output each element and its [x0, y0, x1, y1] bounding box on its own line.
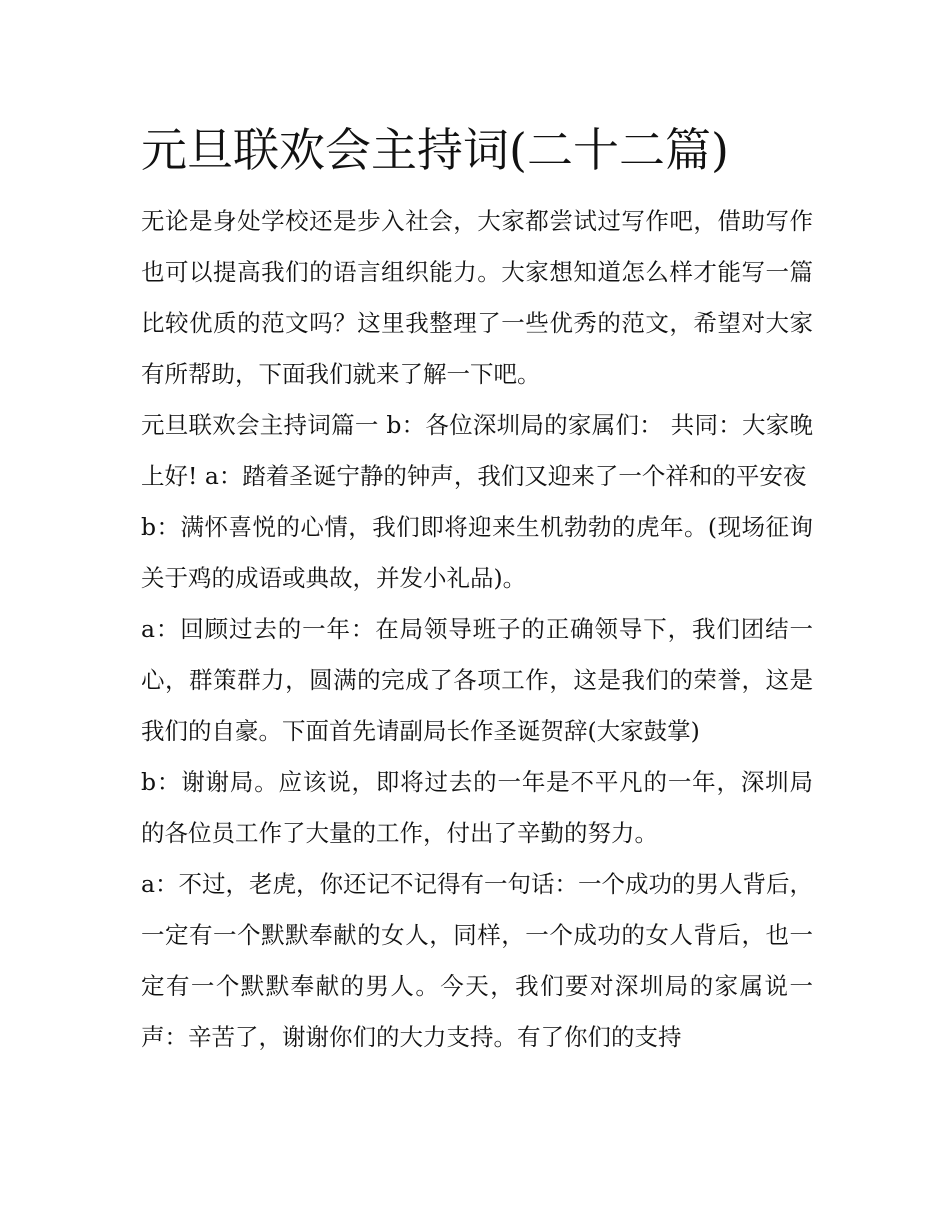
body-paragraph: b：谢谢局。应该说，即将过去的一年是不平凡的一年，深圳局的各位员工作了大量的工作，付出了辛勤的努力。 — [141, 768, 813, 847]
body-paragraph: a：回顾过去的一年：在局领导班子的正确领导下，我们团结一心，群策群力，圆满的完成了各项工作，这是我们的荣誉，这是我们的自豪。下面首先请副局长作圣诞贺辞(大家鼓掌) — [141, 615, 813, 745]
intro-paragraph: 无论是身处学校还是步入社会，大家都尝试过写作吧，借助写作也可以提高我们的语言组织能力。大家想知道怎么样才能写一篇比较优质的范文吗？这里我整理了一些优秀的范文，希望对大家有所帮助，下面我们就来了解一下吧。 — [141, 207, 813, 388]
body-paragraph: a：不过，老虎，你还记不记得有一句话：一个成功的男人背后，一定有一个默默奉献的女人，同样，一个成功的女人背后，也一定有一个默默奉献的男人。今天，我们要对深圳局的家属说一声：辛苦了，谢谢你们的大力支持。有了你们的支持 — [141, 870, 814, 1051]
body-paragraph: 元旦联欢会主持词篇一 b：各位深圳局的家属们： 共同：大家晚上好! a：踏着圣诞宁静的钟声，我们又迎来了一个祥和的平安夜 — [141, 411, 813, 490]
document-title: 元旦联欢会主持词(二十二篇) — [141, 123, 729, 177]
body-paragraph: b：满怀喜悦的心情，我们即将迎来生机勃勃的虎年。(现场征询关于鸡的成语或典故，并发小礼品)。 — [141, 513, 813, 592]
document-page — [141, 118, 813, 1063]
